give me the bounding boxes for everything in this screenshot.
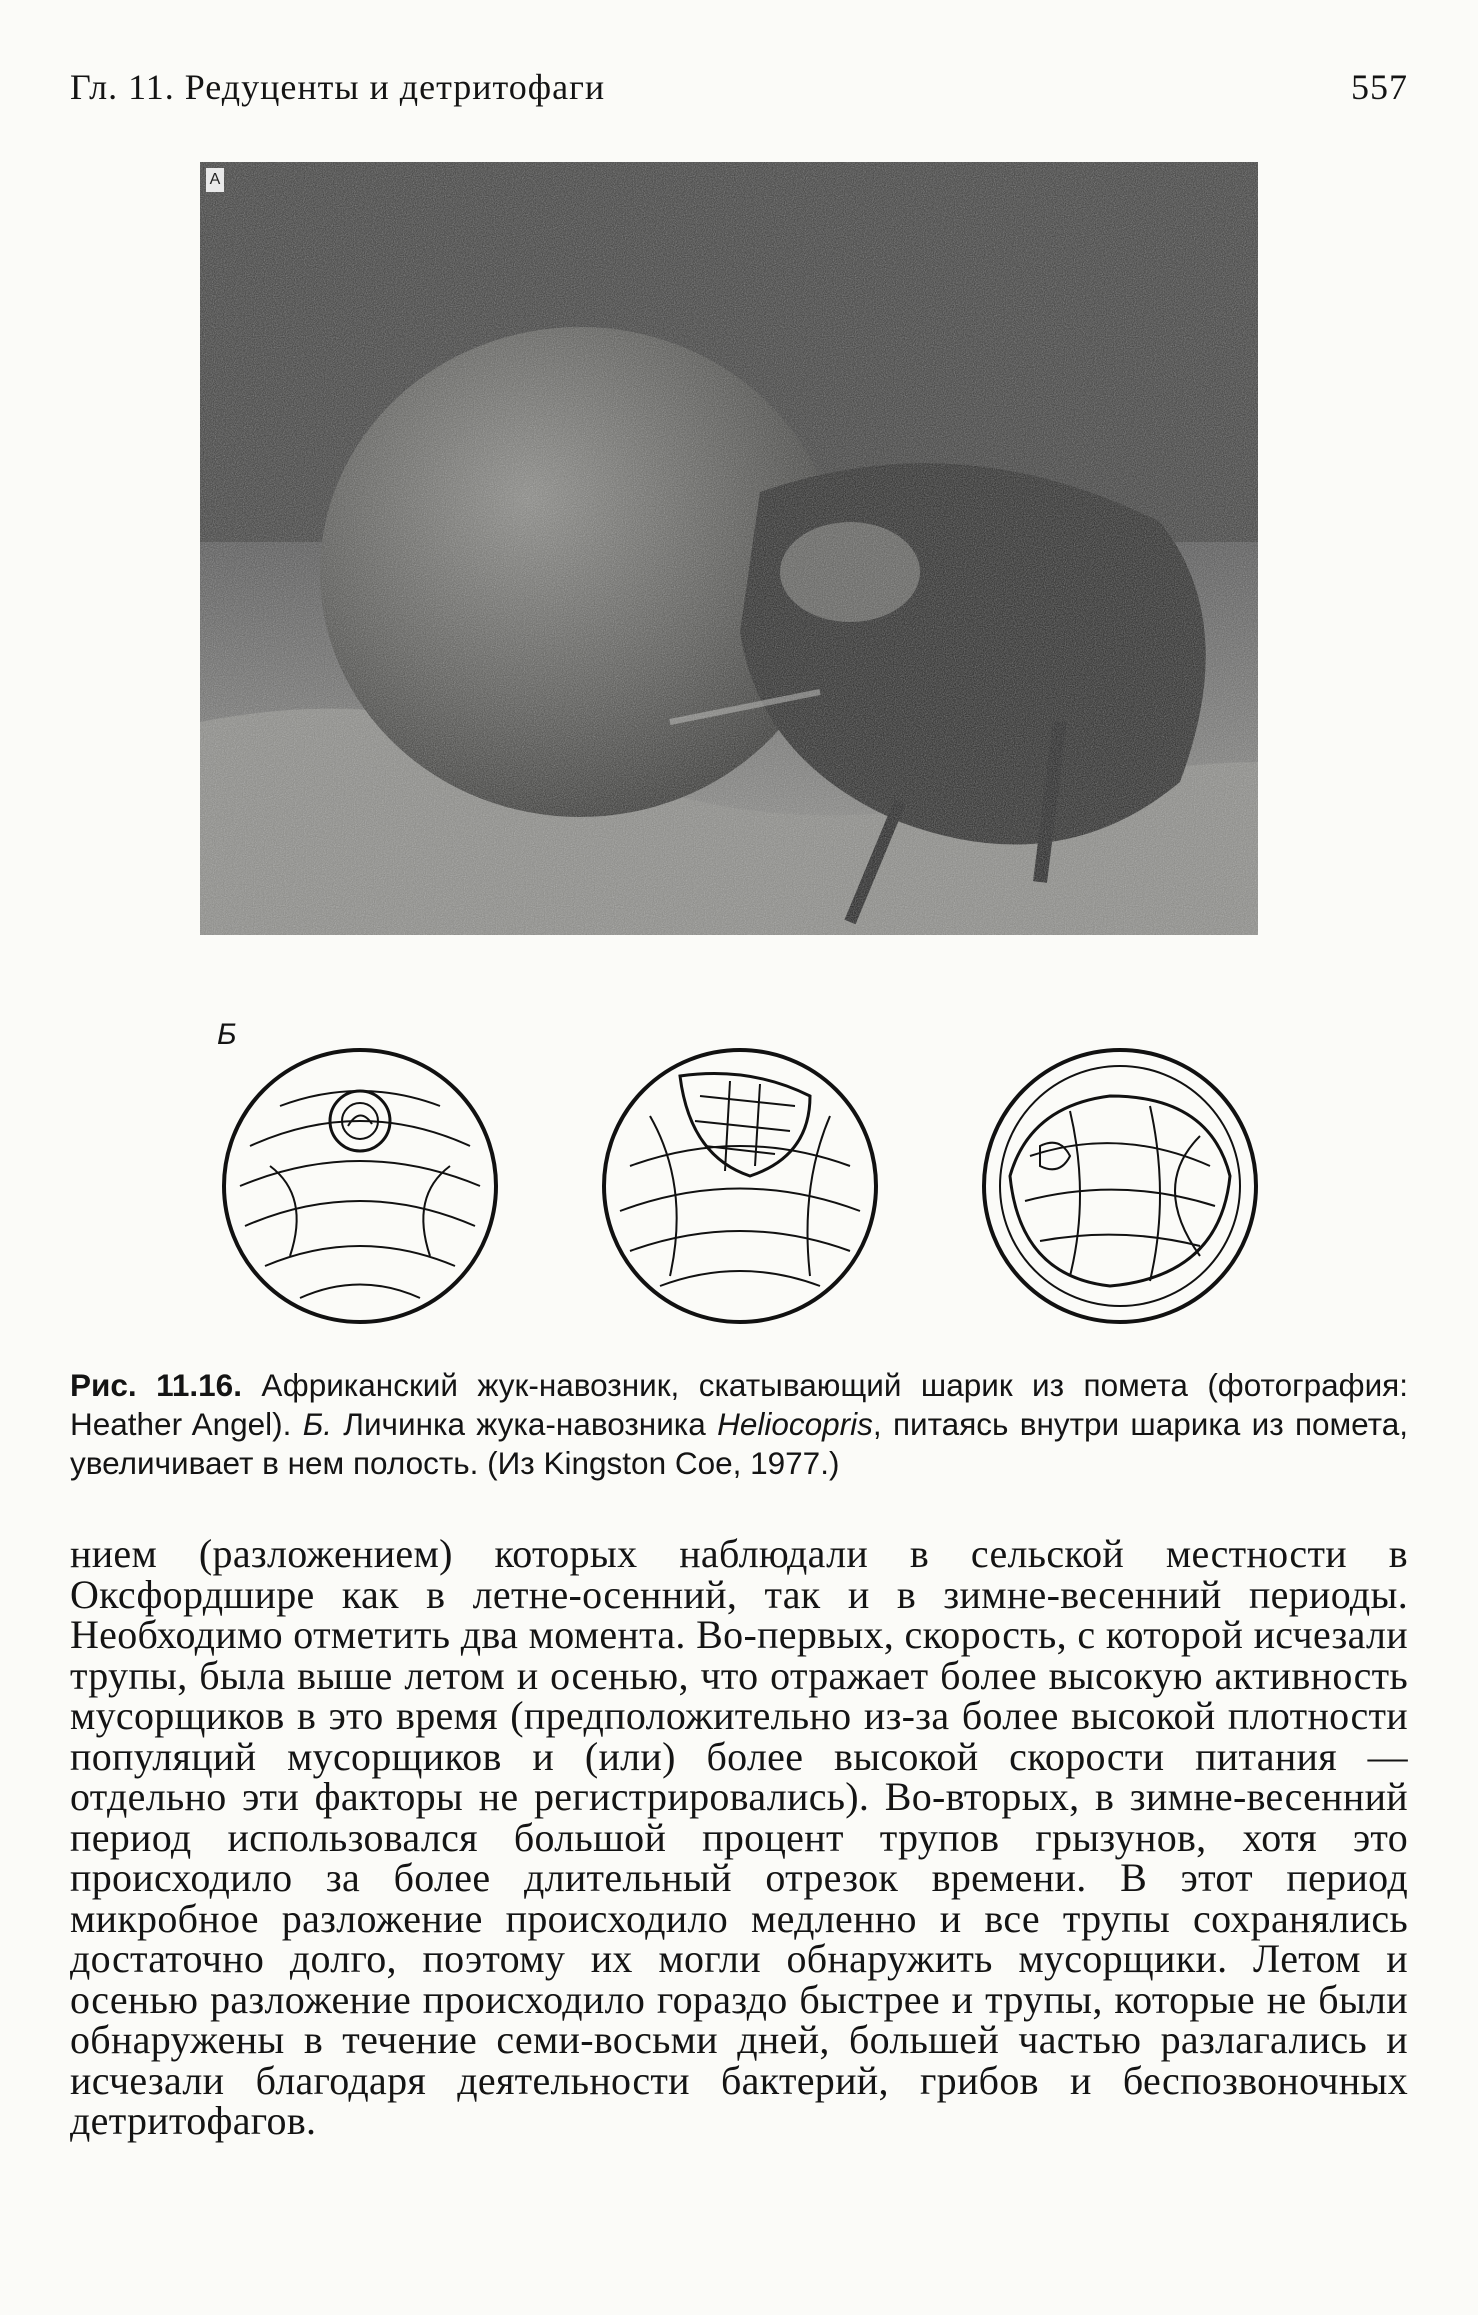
figure-number: Рис. 11.16. — [70, 1367, 242, 1403]
dung-ball-3 — [984, 1050, 1256, 1322]
page-header — [70, 66, 1408, 116]
dung-ball-2 — [604, 1050, 876, 1322]
caption-part-1: Африканский жук-навозник, скатывающий шарик из помета (фотография: Heather Angel). — [70, 1367, 1408, 1442]
photo-dung-beetle — [200, 162, 1258, 935]
caption-part-3: , питаясь внутри шарика из помета, увеличивает в нем полость. (Из Kingston Coe, 1977.) — [70, 1406, 1408, 1481]
page-number: 557 — [1351, 67, 1408, 107]
larva-drawings — [210, 1036, 1270, 1336]
body-paragraph: нием (разложением) которых наблюдали в сельской местности в Оксфордшире как в летне-осенний, так и в зимне-весенний периоды. Необходимо отметить два момента. Во-первых, скорость, с которой исчезали трупы, была выше летом и осенью, что отражает более высокую активность мусорщиков в это время (предположительно из-за более высокой плотности популяций мусорщиков и (или) более высокой скорости питания — отдельно эти факторы не регистрировались). Во-вторых, в зимне-весенний период использовался большой процент трупов грызунов, хотя это происходило за более длительный отрезок времени. В этот период микробное разложение происходило медленно и все трупы сохранялись достаточно долго, поэтому их могли обнаружить мусорщики. Летом и осенью разложение происходило гораздо быстрее и трупы, которые не были обнаружены в течение семи-восьми дней, большей частью разлагались и исчезали благодаря деятельности бактерий, грибов и беспозвоночных детритофагов. — [70, 1531, 1408, 2143]
running-title: Гл. 11. Редуценты и детритофаги — [70, 67, 606, 107]
caption-part-2: Личинка жука-навозника — [332, 1406, 718, 1442]
caption-genus: Heliocopris — [717, 1406, 873, 1442]
panel-b-label: Б — [217, 1018, 237, 1051]
figure-caption — [70, 1366, 1408, 1483]
photo-illustration — [200, 162, 1258, 935]
body-text — [70, 1531, 1408, 2143]
panel-a-label: А — [206, 168, 224, 192]
dung-ball-1 — [224, 1050, 496, 1322]
caption-panel-b-tag: Б. — [302, 1406, 332, 1442]
